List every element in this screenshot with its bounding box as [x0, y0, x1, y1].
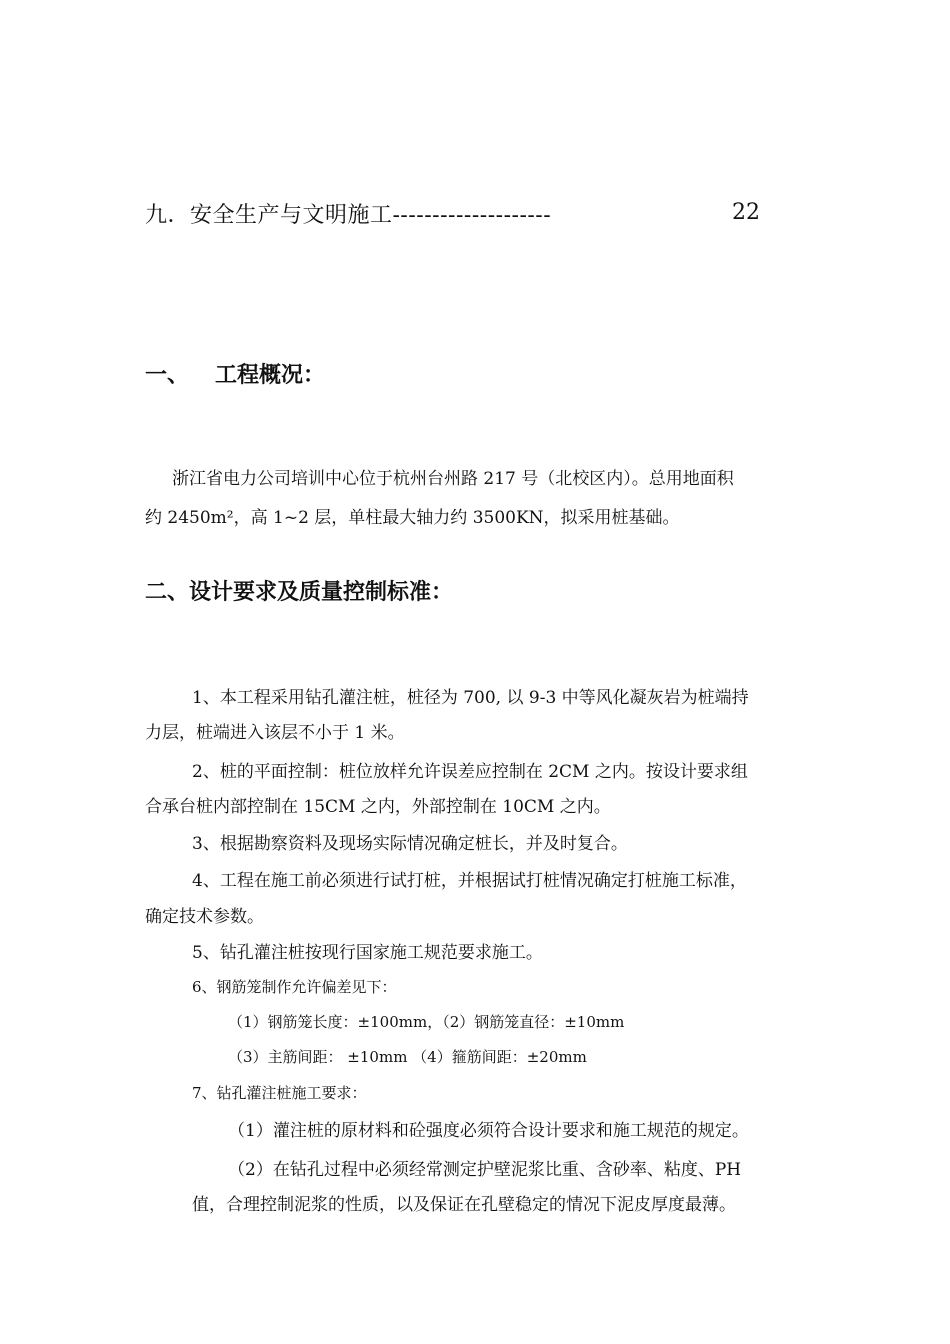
toc-page-number: 22: [732, 200, 760, 225]
section2-line-1: 1、本工程采用钻孔灌注桩，桩径为 700, 以 9-3 中等风化凝灰岩为桩端持: [192, 688, 749, 708]
section2-title: 二、设计要求及质量控制标准：: [145, 580, 454, 605]
section2-line-8: 5、钻孔灌注桩按现行国家施工规范要求施工。: [192, 943, 543, 963]
section2-line-11: （3）主筋间距： ±10mm （4）箍筋间距：±20mm: [228, 1048, 587, 1066]
section2-line-7: 确定技术参数。: [145, 907, 264, 927]
section2-line-2: 力层，桩端进入该层不小于 1 米。: [145, 723, 405, 743]
section1-line-1: 浙江省电力公司培训中心位于杭州台州路 217 号（北校区内）。总用地面积: [172, 469, 734, 489]
section1-title: 工程概况：: [215, 363, 326, 388]
section2-line-9: 6、钢筋笼制作允许偏差见下：: [192, 978, 397, 996]
toc-entry: 九．安全生产与文明施工--------------------: [145, 203, 552, 228]
section2-line-3: 2、桩的平面控制：桩位放样允许误差应控制在 2CM 之内。按设计要求组: [192, 762, 748, 782]
section2-line-4: 合承台桩内部控制在 15CM 之内，外部控制在 10CM 之内。: [145, 797, 611, 817]
section2-line-14: （2）在钻孔过程中必须经常测定护壁泥浆比重、含砂率、粘度、PH: [228, 1160, 742, 1180]
section2-line-5: 3、根据勘察资料及现场实际情况确定桩长，并及时复合。: [192, 834, 628, 854]
section2-line-12: 7、钻孔灌注桩施工要求：: [192, 1084, 367, 1102]
section2-line-10: （1）钢筋笼长度：±100mm，（2）钢筋笼直径：±10mm: [228, 1013, 625, 1031]
section2-line-6: 4、工程在施工前必须进行试打桩，并根据试打桩情况确定打桩施工标准，: [192, 871, 747, 891]
section1-number: 一、: [145, 363, 190, 388]
section2-line-13: （1）灌注桩的原材料和砼强度必须符合设计要求和施工规范的规定。: [228, 1121, 749, 1141]
section1-line-2: 约 2450m²，高 1~2 层，单柱最大轴力约 3500KN，拟采用桩基础。: [145, 508, 680, 528]
section2-line-15: 值，合理控制泥浆的性质，以及保证在孔壁稳定的情况下泥皮厚度最薄。: [192, 1195, 736, 1215]
